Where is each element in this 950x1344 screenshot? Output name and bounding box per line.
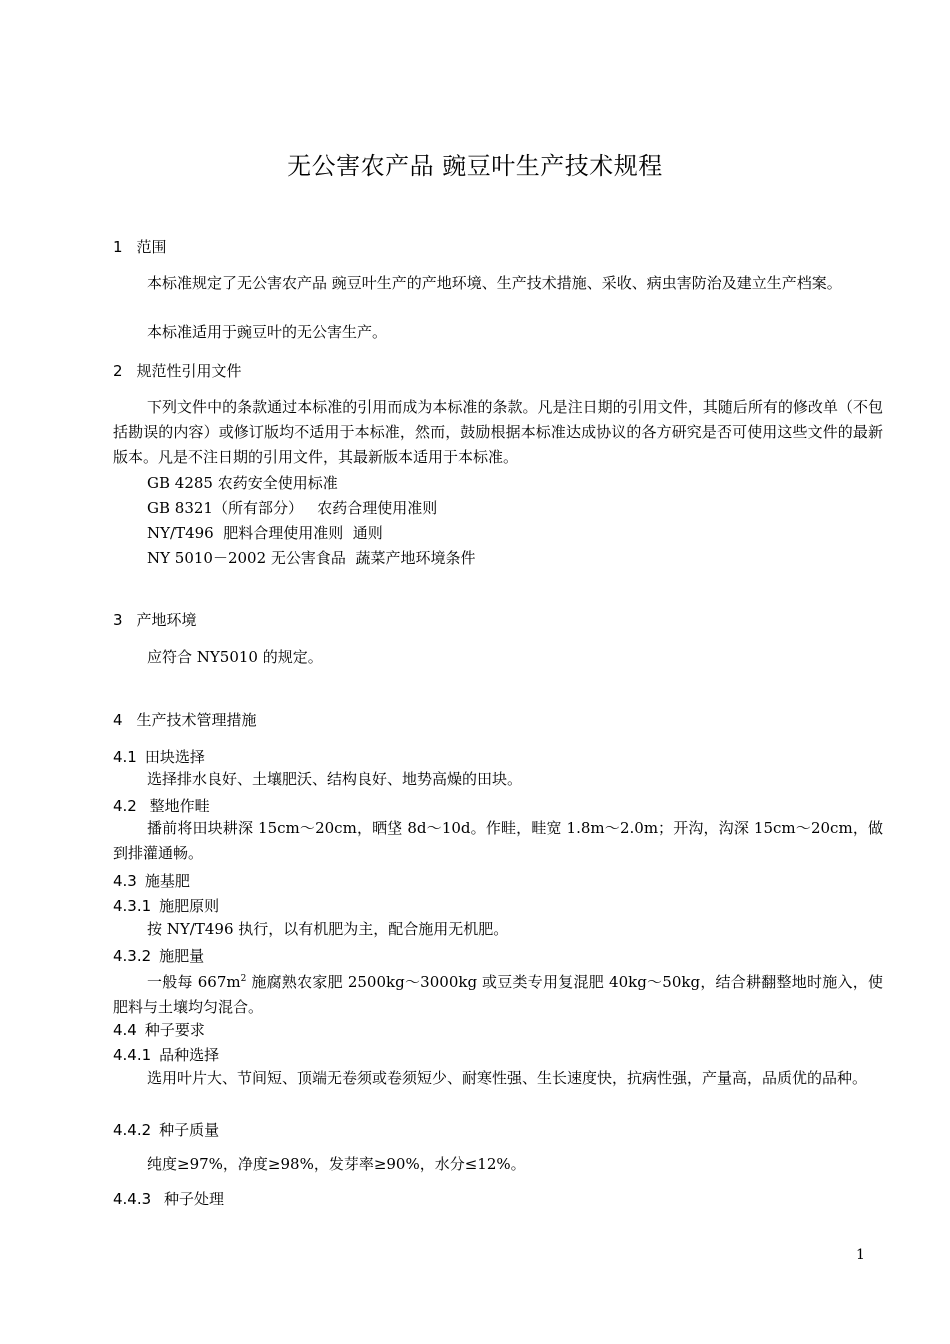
subsection-4-1-paragraph: 选择排水良好、土壤肥沃、结构良好、地势高燥的田块。 (147, 770, 523, 788)
subsection-4-2-heading (113, 795, 210, 816)
section-4-heading (113, 709, 257, 730)
reference-item: GB 4285 农药安全使用标准 (147, 474, 338, 492)
document-title: 无公害农产品 豌豆叶生产技术规程 (287, 152, 663, 180)
section-number: 3 (113, 611, 123, 629)
section-number: 4.4.1 (113, 1046, 152, 1064)
reference-item: GB 8321（所有部分） 农药合理使用准则 (147, 499, 438, 517)
section-number: 4.4.2 (113, 1121, 152, 1139)
reference-item: NY 5010－2002 无公害食品 蔬菜产地环境条件 (147, 549, 476, 567)
section-label: 规范性引用文件 (136, 362, 242, 380)
page-number: 1 (856, 1247, 865, 1263)
section-label: 施基肥 (144, 872, 190, 890)
section-number: 4.1 (113, 748, 137, 766)
section-number: 4.4.3 (113, 1190, 152, 1208)
subsection-4-4-2-paragraph: 纯度≥97%，净度≥98%，发芽率≥90%，水分≤12%。 (147, 1155, 526, 1173)
section-3-heading (113, 609, 197, 630)
section-number: 4 (113, 711, 123, 729)
section-label: 生产技术管理措施 (136, 711, 257, 729)
subsection-4-2-paragraph: 播前将田块耕深 15cm～20cm，晒垡 8d～10d。作畦，畦宽 1.8m～2.0m；开沟，沟深 15cm～20cm，做到排灌通畅。 (113, 819, 883, 862)
section-1-paragraph-1: 本标准规定了无公害农产品 豌豆叶生产的产地环境、生产技术措施、采收、病虫害防治及建立生产档案。 (147, 274, 842, 292)
section-label: 施肥量 (159, 947, 205, 965)
subsection-4-3-heading (113, 870, 190, 891)
reference-item: NY/T496 肥料合理使用准则 通则 (147, 524, 383, 542)
fertilizer-text-before: 一般每 667m (147, 973, 241, 991)
section-label: 范围 (136, 238, 167, 256)
subsection-4-3-2-heading (113, 945, 204, 966)
subsection-4-1-heading (113, 746, 205, 767)
section-label: 施肥原则 (159, 897, 220, 915)
section-2-heading (113, 360, 242, 381)
section-label: 种子质量 (159, 1121, 220, 1139)
section-label: 产地环境 (136, 611, 197, 629)
section-1-paragraph-2: 本标准适用于豌豆叶的无公害生产。 (147, 323, 388, 341)
section-3-paragraph-1: 应符合 NY5010 的规定。 (147, 648, 323, 666)
section-number: 2 (113, 362, 123, 380)
subsection-4-4-3-heading (113, 1188, 224, 1209)
section-number: 4.3.1 (113, 897, 152, 915)
subsection-4-4-heading (113, 1019, 205, 1040)
section-label: 种子处理 (159, 1190, 224, 1208)
section-1-heading (113, 236, 167, 257)
fertilizer-text-after: 施腐熟农家肥 2500kg～3000kg 或豆类专用复混肥 40kg～50kg，结合耕翻整地时施入，使肥料与土壤均匀混合。 (113, 973, 883, 1016)
section-label: 田块选择 (144, 748, 205, 766)
square-superscript: 2 (240, 974, 247, 984)
subsection-4-3-1-heading (113, 895, 219, 916)
section-number: 4.4 (113, 1021, 137, 1039)
section-number: 4.3 (113, 872, 137, 890)
subsection-4-4-2-heading (113, 1119, 219, 1140)
subsection-4-4-1-heading (113, 1044, 219, 1065)
section-label: 品种选择 (159, 1046, 220, 1064)
section-label: 整地作畦 (144, 797, 210, 815)
section-number: 1 (113, 238, 123, 256)
section-label: 种子要求 (144, 1021, 205, 1039)
section-2-paragraph-1: 下列文件中的条款通过本标准的引用而成为本标准的条款。凡是注日期的引用文件，其随后所有的修改单（不包括勘误的内容）或修订版均不适用于本标准，然而，鼓励根据本标准达成协议的各方研究是否可使用这些文件的最新版本。凡是不注日期的引用文件，其最新版本适用于本标准。 (113, 398, 883, 466)
subsection-4-3-1-paragraph: 按 NY/T496 执行，以有机肥为主，配合施用无机肥。 (147, 920, 509, 938)
subsection-4-4-1-paragraph: 选用叶片大、节间短、顶端无卷须或卷须短少、耐寒性强、生长速度快，抗病性强，产量高，品质优的品种。 (147, 1069, 868, 1087)
subsection-4-3-2-paragraph (113, 967, 883, 1020)
section-number: 4.2 (113, 797, 137, 815)
section-number: 4.3.2 (113, 947, 152, 965)
